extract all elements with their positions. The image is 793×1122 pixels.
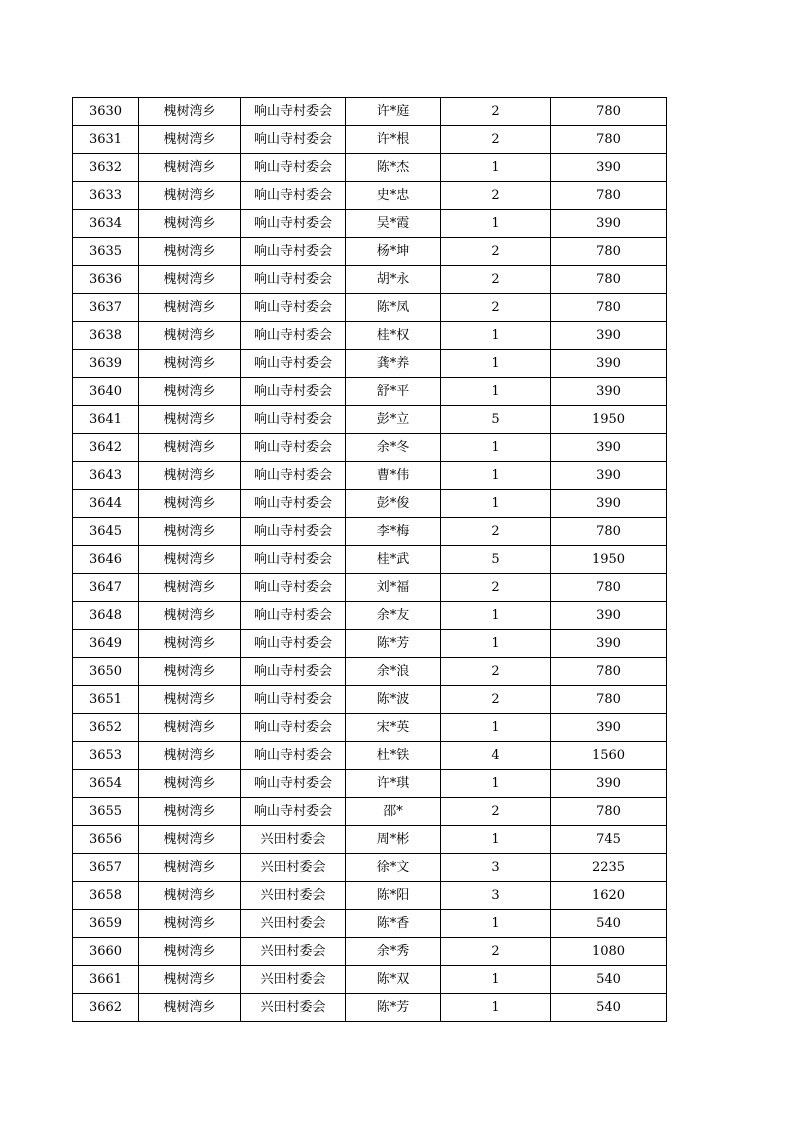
village-committee-cell: 响山寺村委会 — [241, 714, 346, 742]
name-cell: 余*冬 — [346, 434, 441, 462]
name-cell: 龚*养 — [346, 350, 441, 378]
amount-cell: 780 — [551, 238, 667, 266]
township-cell: 槐树湾乡 — [139, 294, 241, 322]
table-row — [73, 406, 667, 434]
amount-cell: 540 — [551, 966, 667, 994]
village-committee-cell: 响山寺村委会 — [241, 602, 346, 630]
township-cell: 槐树湾乡 — [139, 714, 241, 742]
township-cell: 槐树湾乡 — [139, 770, 241, 798]
township-cell: 槐树湾乡 — [139, 462, 241, 490]
name-cell: 宋*英 — [346, 714, 441, 742]
table-row — [73, 826, 667, 854]
name-cell: 许*琪 — [346, 770, 441, 798]
name-cell: 彭*俊 — [346, 490, 441, 518]
row-number-cell: 3654 — [73, 770, 139, 798]
table-row — [73, 210, 667, 238]
table-row — [73, 546, 667, 574]
name-cell: 周*彬 — [346, 826, 441, 854]
village-committee-cell: 响山寺村委会 — [241, 518, 346, 546]
table-row — [73, 434, 667, 462]
count-cell: 2 — [441, 658, 551, 686]
row-number-cell: 3646 — [73, 546, 139, 574]
count-cell: 3 — [441, 882, 551, 910]
township-cell: 槐树湾乡 — [139, 98, 241, 126]
village-committee-cell: 响山寺村委会 — [241, 154, 346, 182]
count-cell: 1 — [441, 154, 551, 182]
amount-cell: 780 — [551, 518, 667, 546]
table-row — [73, 994, 667, 1022]
village-committee-cell: 响山寺村委会 — [241, 126, 346, 154]
village-committee-cell: 响山寺村委会 — [241, 434, 346, 462]
row-number-cell: 3656 — [73, 826, 139, 854]
table-row — [73, 966, 667, 994]
row-number-cell: 3657 — [73, 854, 139, 882]
name-cell: 吴*霞 — [346, 210, 441, 238]
count-cell: 1 — [441, 966, 551, 994]
township-cell: 槐树湾乡 — [139, 490, 241, 518]
row-number-cell: 3637 — [73, 294, 139, 322]
count-cell: 1 — [441, 350, 551, 378]
township-cell: 槐树湾乡 — [139, 910, 241, 938]
amount-cell: 745 — [551, 826, 667, 854]
amount-cell: 780 — [551, 798, 667, 826]
row-number-cell: 3647 — [73, 574, 139, 602]
table-row — [73, 350, 667, 378]
count-cell: 1 — [441, 378, 551, 406]
name-cell: 杨*坤 — [346, 238, 441, 266]
name-cell: 史*忠 — [346, 182, 441, 210]
count-cell: 5 — [441, 546, 551, 574]
count-cell: 1 — [441, 322, 551, 350]
amount-cell: 390 — [551, 602, 667, 630]
amount-cell: 1950 — [551, 406, 667, 434]
name-cell: 陈*芳 — [346, 994, 441, 1022]
table-row — [73, 490, 667, 518]
township-cell: 槐树湾乡 — [139, 126, 241, 154]
name-cell: 舒*平 — [346, 378, 441, 406]
township-cell: 槐树湾乡 — [139, 882, 241, 910]
township-cell: 槐树湾乡 — [139, 938, 241, 966]
table-row — [73, 322, 667, 350]
row-number-cell: 3650 — [73, 658, 139, 686]
table-row — [73, 294, 667, 322]
amount-cell: 780 — [551, 266, 667, 294]
village-committee-cell: 响山寺村委会 — [241, 182, 346, 210]
row-number-cell: 3643 — [73, 462, 139, 490]
township-cell: 槐树湾乡 — [139, 630, 241, 658]
count-cell: 2 — [441, 938, 551, 966]
count-cell: 1 — [441, 462, 551, 490]
name-cell: 许*庭 — [346, 98, 441, 126]
village-committee-cell: 响山寺村委会 — [241, 574, 346, 602]
village-committee-cell: 响山寺村委会 — [241, 546, 346, 574]
count-cell: 4 — [441, 742, 551, 770]
name-cell: 刘*福 — [346, 574, 441, 602]
amount-cell: 540 — [551, 910, 667, 938]
township-cell: 槐树湾乡 — [139, 378, 241, 406]
township-cell: 槐树湾乡 — [139, 966, 241, 994]
township-cell: 槐树湾乡 — [139, 994, 241, 1022]
table-row — [73, 518, 667, 546]
count-cell: 1 — [441, 714, 551, 742]
township-cell: 槐树湾乡 — [139, 210, 241, 238]
count-cell: 1 — [441, 490, 551, 518]
name-cell: 余*友 — [346, 602, 441, 630]
count-cell: 1 — [441, 630, 551, 658]
village-committee-cell: 响山寺村委会 — [241, 350, 346, 378]
count-cell: 2 — [441, 98, 551, 126]
township-cell: 槐树湾乡 — [139, 238, 241, 266]
amount-cell: 1080 — [551, 938, 667, 966]
count-cell: 2 — [441, 798, 551, 826]
row-number-cell: 3655 — [73, 798, 139, 826]
table-row — [73, 126, 667, 154]
count-cell: 1 — [441, 434, 551, 462]
count-cell: 2 — [441, 238, 551, 266]
row-number-cell: 3662 — [73, 994, 139, 1022]
name-cell: 陈*波 — [346, 686, 441, 714]
row-number-cell: 3661 — [73, 966, 139, 994]
row-number-cell: 3631 — [73, 126, 139, 154]
village-committee-cell: 响山寺村委会 — [241, 238, 346, 266]
table-row — [73, 854, 667, 882]
township-cell: 槐树湾乡 — [139, 658, 241, 686]
village-committee-cell: 兴田村委会 — [241, 994, 346, 1022]
village-committee-cell: 兴田村委会 — [241, 910, 346, 938]
count-cell: 5 — [441, 406, 551, 434]
township-cell: 槐树湾乡 — [139, 154, 241, 182]
table-row — [73, 686, 667, 714]
count-cell: 1 — [441, 910, 551, 938]
row-number-cell: 3634 — [73, 210, 139, 238]
amount-cell: 390 — [551, 714, 667, 742]
amount-cell: 390 — [551, 434, 667, 462]
township-cell: 槐树湾乡 — [139, 602, 241, 630]
table-row — [73, 154, 667, 182]
row-number-cell: 3652 — [73, 714, 139, 742]
village-committee-cell: 兴田村委会 — [241, 854, 346, 882]
amount-cell: 390 — [551, 210, 667, 238]
village-committee-cell: 响山寺村委会 — [241, 98, 346, 126]
township-cell: 槐树湾乡 — [139, 854, 241, 882]
table-row — [73, 378, 667, 406]
name-cell: 桂*武 — [346, 546, 441, 574]
village-committee-cell: 响山寺村委会 — [241, 462, 346, 490]
township-cell: 槐树湾乡 — [139, 350, 241, 378]
township-cell: 槐树湾乡 — [139, 266, 241, 294]
row-number-cell: 3641 — [73, 406, 139, 434]
table-row — [73, 714, 667, 742]
name-cell: 彭*立 — [346, 406, 441, 434]
row-number-cell: 3659 — [73, 910, 139, 938]
township-cell: 槐树湾乡 — [139, 182, 241, 210]
amount-cell: 390 — [551, 350, 667, 378]
village-committee-cell: 响山寺村委会 — [241, 490, 346, 518]
row-number-cell: 3651 — [73, 686, 139, 714]
amount-cell: 1560 — [551, 742, 667, 770]
name-cell: 陈*芳 — [346, 630, 441, 658]
count-cell: 1 — [441, 770, 551, 798]
count-cell: 2 — [441, 266, 551, 294]
table-row — [73, 742, 667, 770]
name-cell: 余*浪 — [346, 658, 441, 686]
amount-cell: 780 — [551, 686, 667, 714]
table-row — [73, 658, 667, 686]
name-cell: 桂*权 — [346, 322, 441, 350]
village-committee-cell: 兴田村委会 — [241, 882, 346, 910]
table-row — [73, 574, 667, 602]
count-cell: 1 — [441, 994, 551, 1022]
count-cell: 1 — [441, 210, 551, 238]
amount-cell: 1950 — [551, 546, 667, 574]
name-cell: 杜*铁 — [346, 742, 441, 770]
village-committee-cell: 兴田村委会 — [241, 966, 346, 994]
name-cell: 陈*香 — [346, 910, 441, 938]
table-row — [73, 770, 667, 798]
row-number-cell: 3660 — [73, 938, 139, 966]
amount-cell: 390 — [551, 630, 667, 658]
table-row — [73, 602, 667, 630]
table-row — [73, 266, 667, 294]
count-cell: 2 — [441, 182, 551, 210]
row-number-cell: 3648 — [73, 602, 139, 630]
village-committee-cell: 响山寺村委会 — [241, 406, 346, 434]
name-cell: 许*根 — [346, 126, 441, 154]
table-body — [73, 98, 667, 1022]
name-cell: 曹*伟 — [346, 462, 441, 490]
village-committee-cell: 响山寺村委会 — [241, 798, 346, 826]
village-committee-cell: 响山寺村委会 — [241, 378, 346, 406]
table-row — [73, 462, 667, 490]
count-cell: 2 — [441, 126, 551, 154]
township-cell: 槐树湾乡 — [139, 826, 241, 854]
village-committee-cell: 响山寺村委会 — [241, 658, 346, 686]
name-cell: 陈*阳 — [346, 882, 441, 910]
township-cell: 槐树湾乡 — [139, 686, 241, 714]
table-row — [73, 98, 667, 126]
name-cell: 陈*杰 — [346, 154, 441, 182]
row-number-cell: 3636 — [73, 266, 139, 294]
name-cell: 陈*双 — [346, 966, 441, 994]
village-committee-cell: 兴田村委会 — [241, 938, 346, 966]
row-number-cell: 3658 — [73, 882, 139, 910]
amount-cell: 780 — [551, 98, 667, 126]
count-cell: 3 — [441, 854, 551, 882]
amount-cell: 780 — [551, 294, 667, 322]
row-number-cell: 3653 — [73, 742, 139, 770]
township-cell: 槐树湾乡 — [139, 434, 241, 462]
count-cell: 2 — [441, 574, 551, 602]
township-cell: 槐树湾乡 — [139, 798, 241, 826]
amount-cell: 390 — [551, 770, 667, 798]
count-cell: 2 — [441, 686, 551, 714]
township-cell: 槐树湾乡 — [139, 518, 241, 546]
data-table — [72, 97, 667, 1022]
amount-cell: 390 — [551, 322, 667, 350]
count-cell: 1 — [441, 602, 551, 630]
amount-cell: 540 — [551, 994, 667, 1022]
amount-cell: 390 — [551, 490, 667, 518]
row-number-cell: 3642 — [73, 434, 139, 462]
row-number-cell: 3649 — [73, 630, 139, 658]
table-row — [73, 182, 667, 210]
name-cell: 邵* — [346, 798, 441, 826]
table-row — [73, 238, 667, 266]
village-committee-cell: 响山寺村委会 — [241, 630, 346, 658]
count-cell: 1 — [441, 826, 551, 854]
township-cell: 槐树湾乡 — [139, 322, 241, 350]
village-committee-cell: 响山寺村委会 — [241, 294, 346, 322]
amount-cell: 780 — [551, 126, 667, 154]
row-number-cell: 3630 — [73, 98, 139, 126]
row-number-cell: 3645 — [73, 518, 139, 546]
village-committee-cell: 响山寺村委会 — [241, 210, 346, 238]
village-committee-cell: 响山寺村委会 — [241, 322, 346, 350]
name-cell: 胡*永 — [346, 266, 441, 294]
row-number-cell: 3640 — [73, 378, 139, 406]
village-committee-cell: 响山寺村委会 — [241, 770, 346, 798]
village-committee-cell: 响山寺村委会 — [241, 686, 346, 714]
amount-cell: 780 — [551, 182, 667, 210]
table-row — [73, 938, 667, 966]
table-row — [73, 910, 667, 938]
amount-cell: 1620 — [551, 882, 667, 910]
row-number-cell: 3644 — [73, 490, 139, 518]
name-cell: 陈*凤 — [346, 294, 441, 322]
table-row — [73, 798, 667, 826]
table-row — [73, 882, 667, 910]
amount-cell: 2235 — [551, 854, 667, 882]
amount-cell: 780 — [551, 574, 667, 602]
row-number-cell: 3639 — [73, 350, 139, 378]
row-number-cell: 3638 — [73, 322, 139, 350]
township-cell: 槐树湾乡 — [139, 406, 241, 434]
name-cell: 李*梅 — [346, 518, 441, 546]
township-cell: 槐树湾乡 — [139, 742, 241, 770]
village-committee-cell: 响山寺村委会 — [241, 742, 346, 770]
village-committee-cell: 兴田村委会 — [241, 826, 346, 854]
village-committee-cell: 响山寺村委会 — [241, 266, 346, 294]
township-cell: 槐树湾乡 — [139, 574, 241, 602]
row-number-cell: 3632 — [73, 154, 139, 182]
row-number-cell: 3633 — [73, 182, 139, 210]
township-cell: 槐树湾乡 — [139, 546, 241, 574]
amount-cell: 390 — [551, 154, 667, 182]
name-cell: 徐*文 — [346, 854, 441, 882]
amount-cell: 780 — [551, 658, 667, 686]
table-row — [73, 630, 667, 658]
name-cell: 余*秀 — [346, 938, 441, 966]
row-number-cell: 3635 — [73, 238, 139, 266]
amount-cell: 390 — [551, 462, 667, 490]
amount-cell: 390 — [551, 378, 667, 406]
count-cell: 2 — [441, 518, 551, 546]
count-cell: 2 — [441, 294, 551, 322]
